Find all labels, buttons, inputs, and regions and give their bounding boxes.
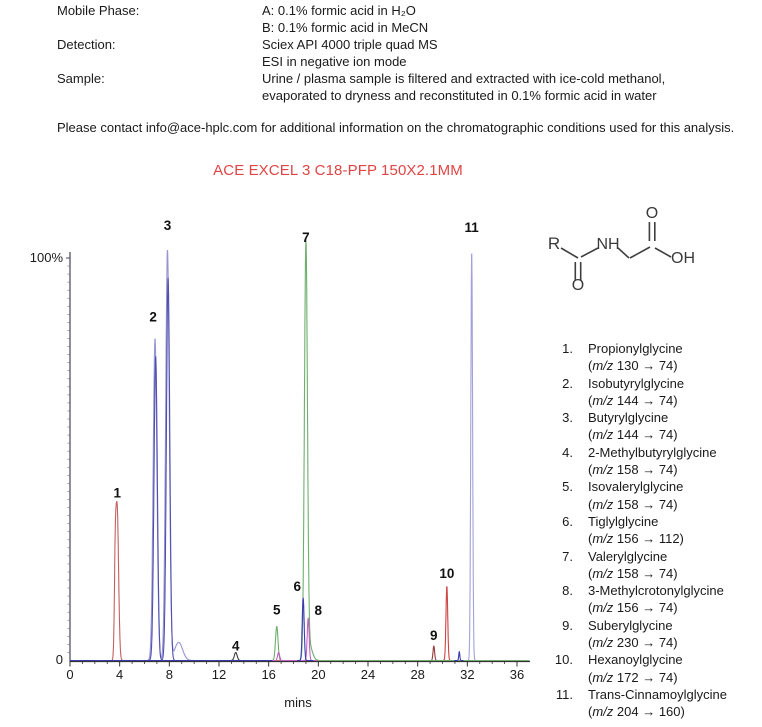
- spec-value: ESI in negative ion mode: [262, 53, 407, 69]
- spec-row: [57, 88, 757, 105]
- peak-label: 8: [314, 603, 322, 619]
- x-tick-label: 20: [311, 667, 326, 682]
- compound-number: 5.: [562, 479, 573, 495]
- bond-carboxyl-oh: [655, 248, 671, 257]
- compound-mz-transition: (m/z 158 → 74): [588, 462, 678, 478]
- compound-mz-transition: (m/z 156 → 112): [588, 531, 684, 547]
- compound-name: Tiglylglycine: [588, 513, 659, 529]
- spec-value: Urine / plasma sample is filtered and extracted with ice-cold methanol,: [262, 70, 666, 86]
- compound-number: 6.: [562, 513, 573, 529]
- trace-blue_dark: [297, 598, 313, 660]
- peak-label: 4: [232, 638, 240, 654]
- spec-value: Sciex API 4000 triple quad MS: [262, 36, 438, 52]
- atom-o-carboxyl: O: [645, 205, 659, 222]
- compound-number: 8.: [562, 583, 573, 599]
- peak-label: 2: [149, 309, 157, 325]
- x-tick-label: 8: [165, 667, 173, 682]
- compound-name: Isovalerylglycine: [588, 479, 684, 495]
- compound-item: [553, 478, 758, 513]
- compound-number: 7.: [562, 548, 573, 564]
- compound-item: [553, 340, 758, 375]
- compound-mz-transition: (m/z 144 → 74): [588, 392, 678, 408]
- compound-number: 9.: [562, 617, 573, 633]
- compound-name: Propionylglycine: [588, 341, 683, 356]
- compound-item: [553, 444, 758, 479]
- contact-note: Please contact info@ace-hplc.com for additional information on the chromatographic conditions used for this analysis.: [57, 120, 735, 135]
- compound-item: [553, 686, 758, 721]
- spec-label: [57, 20, 262, 37]
- peak-label: 9: [430, 628, 438, 643]
- compound-item: [553, 651, 758, 686]
- atom-oh: OH: [671, 250, 695, 267]
- peak-label: 11: [464, 219, 479, 235]
- compound-name: Butyrylglycine: [588, 410, 669, 426]
- x-tick-label: 12: [211, 667, 227, 682]
- compound-number: 2.: [562, 375, 573, 391]
- bond-r-carbonyl: [561, 248, 578, 258]
- compound-mz-transition: (m/z 158 → 74): [588, 565, 678, 581]
- compound-name: 2-Methylbutyrylglycine: [588, 444, 717, 460]
- compound-number: 10.: [554, 652, 573, 668]
- trace-blue_dark: [454, 652, 463, 661]
- x-tick-label: 16: [261, 667, 276, 682]
- conditions-table: [57, 3, 757, 104]
- compound-number: 3.: [562, 410, 573, 426]
- peak-label: 7: [302, 229, 310, 245]
- spec-row: [57, 3, 757, 20]
- compound-mz-transition: (m/z 230 → 74): [588, 635, 678, 651]
- y-axis-bottom-label: 0: [55, 652, 63, 667]
- peak-label: 6: [293, 579, 301, 595]
- column-title: ACE EXCEL 3 C18-PFP 150X2.1MM: [213, 162, 463, 179]
- chromatogram: [0, 195, 545, 727]
- compound-mz-transition: (m/z 156 → 74): [588, 600, 678, 616]
- trace-blue_dark2: [148, 278, 175, 660]
- compound-mz-transition: (m/z 144 → 74): [588, 427, 678, 443]
- spec-value: evaporated to dryness and reconstituted in 0.1% formic acid in water: [262, 87, 657, 103]
- spec-row: [57, 37, 757, 54]
- x-tick-label: 32: [460, 667, 475, 682]
- spec-label: [57, 88, 262, 105]
- compound-item: [553, 617, 758, 652]
- compound-item: [553, 513, 758, 548]
- spec-value: A: 0.1% formic acid in H₂O: [262, 3, 416, 18]
- trace-blue_lav: [464, 254, 530, 661]
- peak-label: 5: [272, 602, 281, 618]
- compound-name: Isobutyrylglycine: [588, 375, 685, 391]
- peak-label: 10: [439, 566, 455, 581]
- y-axis-top-label: 100%: [29, 250, 63, 265]
- compound-name: Valerylglycine: [588, 548, 668, 564]
- bond-ch2-carboxyl: [630, 247, 650, 258]
- compound-name: Hexanoylglycine: [588, 652, 683, 668]
- compound-item: [553, 582, 758, 617]
- bond-nh-ch2: [618, 248, 629, 258]
- spec-row: [57, 20, 757, 37]
- spec-row: [57, 54, 757, 71]
- compound-mz-transition: (m/z 158 → 74): [588, 496, 678, 512]
- spec-value: B: 0.1% formic acid in MeCN: [262, 19, 429, 35]
- compound-number: 11.: [555, 686, 573, 702]
- compound-mz-transition: (m/z 172 → 74): [588, 669, 678, 685]
- x-tick-label: 0: [66, 667, 74, 682]
- trace-red2: [441, 587, 453, 661]
- x-tick-label: 28: [410, 667, 425, 682]
- peak-label: 3: [163, 217, 172, 233]
- spec-label: [57, 54, 262, 71]
- compound-name: 3-Methylcrotonylglycine: [588, 583, 724, 599]
- bond-carbonyl-nh: [581, 248, 598, 257]
- compound-name: Trans-Cinnamoylglycine: [588, 686, 727, 702]
- spec-row: [57, 71, 757, 88]
- atom-r: R: [547, 234, 561, 253]
- x-axis-title: mins: [284, 695, 312, 710]
- compound-item: [553, 409, 758, 444]
- compound-name: Suberylglycine: [588, 617, 673, 633]
- atom-o-carbonyl: O: [571, 277, 585, 294]
- spec-label: Detection:: [57, 36, 116, 52]
- trace-green: [243, 240, 530, 660]
- x-tick-label: 24: [360, 667, 376, 682]
- peak-label: 1: [113, 485, 121, 501]
- atom-nh: NH: [596, 236, 620, 253]
- trace-red_dark: [428, 646, 440, 661]
- acylglycine-structure: [535, 195, 720, 310]
- x-tick-label: 4: [116, 667, 124, 682]
- spec-label: Mobile Phase:: [57, 3, 140, 18]
- compound-item: [553, 375, 758, 410]
- compound-mz-transition: (m/z 204 → 160): [588, 704, 685, 720]
- spec-label: Sample:: [57, 70, 105, 86]
- compound-number: 1.: [562, 341, 573, 356]
- x-tick-label: 36: [509, 667, 525, 682]
- compound-mz-transition: (m/z 130 → 74): [588, 358, 678, 374]
- compound-item: [553, 548, 758, 583]
- trace-blue_light: [70, 251, 529, 661]
- compound-number: 4.: [562, 444, 573, 460]
- compound-list: [553, 340, 758, 721]
